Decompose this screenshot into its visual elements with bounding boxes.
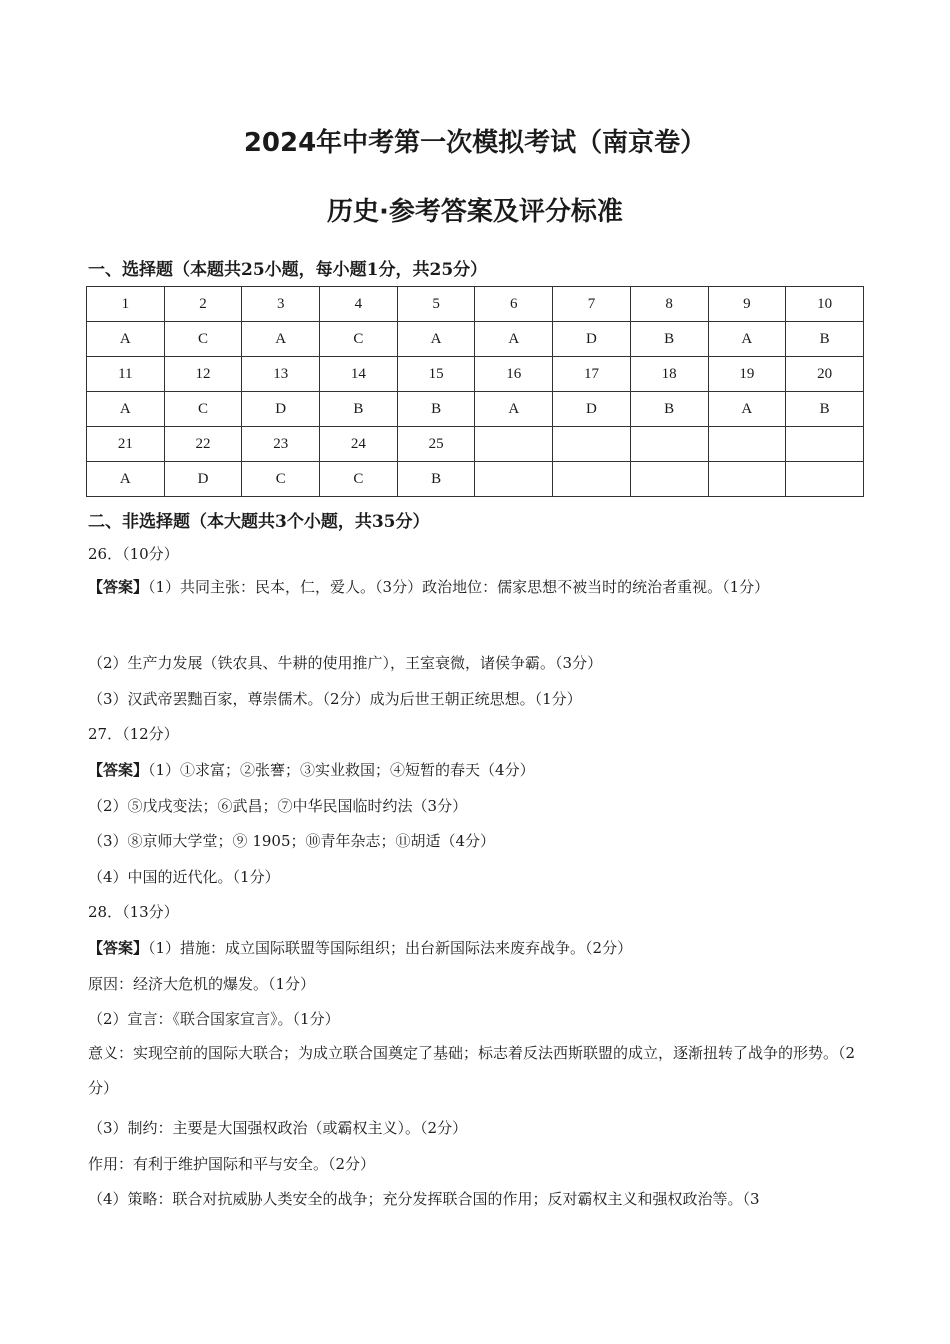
table-cell: A (708, 392, 786, 427)
page-title: 2024年中考第一次模拟考试（南京卷） (243, 128, 707, 158)
table-cell: 23 (242, 427, 320, 462)
table-cell: 18 (630, 357, 708, 392)
table-cell: B (786, 392, 864, 427)
table-cell: 8 (630, 287, 708, 322)
answer-tag: 【答案】 (88, 578, 149, 596)
table-cell: 25 (397, 427, 475, 462)
table-cell (475, 462, 553, 497)
question-28-answer-2-significance: 意义：实现空前的国际大联合；为成立联合国奠定了基础；标志着反法西斯联盟的成立，逐渐扭转了战争的形势。（2分） (88, 1044, 856, 1097)
table-cell: A (242, 322, 320, 357)
table-cell (786, 462, 864, 497)
question-26-head: 26．（10分） (88, 545, 179, 563)
question-28-answer-3-role: 作用：有利于维护国际和平与安全。（2分） (88, 1155, 376, 1173)
question-27-head: 27．（12分） (88, 725, 179, 743)
table-cell: A (87, 322, 165, 357)
table-cell: 11 (87, 357, 165, 392)
table-cell (553, 462, 631, 497)
section-heading-choice: 一、选择题（本题共25小题，每小题1分，共25分） (88, 260, 488, 280)
table-cell: 14 (320, 357, 398, 392)
table-cell: 5 (397, 287, 475, 322)
table-cell: 22 (164, 427, 242, 462)
question-26-answer-3: （3）汉武帝罢黜百家，尊崇儒术。（2分）成为后世王朝正统思想。（1分） (88, 690, 582, 708)
question-28-answer-1-reason: 原因：经济大危机的爆发。（1分） (88, 975, 316, 993)
table-cell: A (397, 322, 475, 357)
question-27-answer-2: （2）⑤戊戌变法；⑥武昌；⑦中华民国临时约法（3分） (88, 797, 468, 815)
table-cell: 24 (320, 427, 398, 462)
answer-text: （1）共同主张：民本，仁，爱人。（3分）政治地位：儒家思想不被当时的统治者重视。（1分） (148, 578, 770, 596)
answer-table (86, 286, 864, 497)
table-row (87, 357, 864, 392)
table-cell: D (164, 462, 242, 497)
table-cell: A (87, 392, 165, 427)
table-cell (708, 462, 786, 497)
table-cell: 4 (320, 287, 398, 322)
table-cell (630, 427, 708, 462)
table-cell (553, 427, 631, 462)
question-27-answer-3: （3）⑧京师大学堂；⑨ 1905；⑩青年杂志；⑪胡适（4分） (88, 832, 496, 850)
table-row (87, 287, 864, 322)
answer-text: （1）①求富；②张謇；③实业救国；④短暂的春天（4分） (148, 761, 535, 779)
table-cell (630, 462, 708, 497)
table-cell: 2 (164, 287, 242, 322)
question-28-answer-2: （2）宣言：《联合国家宣言》。（1分） (88, 1010, 340, 1028)
question-27-answer-4: （4）中国的近代化。（1分） (88, 868, 280, 886)
table-cell: 13 (242, 357, 320, 392)
table-cell: 9 (708, 287, 786, 322)
table-cell: 3 (242, 287, 320, 322)
table-cell: B (630, 392, 708, 427)
question-26-answer-1 (88, 570, 863, 605)
answer-tag: 【答案】 (88, 761, 149, 779)
answer-tag: 【答案】 (88, 939, 149, 957)
table-cell: A (87, 462, 165, 497)
table-cell: B (786, 322, 864, 357)
table-cell: C (320, 322, 398, 357)
question-27-answer-1 (88, 759, 535, 780)
table-cell: C (320, 462, 398, 497)
table-cell: C (164, 392, 242, 427)
table-cell: 12 (164, 357, 242, 392)
table-cell (475, 427, 553, 462)
section-heading-nonchoice: 二、非选择题（本大题共3个小题，共35分） (88, 512, 430, 532)
table-cell: 19 (708, 357, 786, 392)
table-cell: C (164, 322, 242, 357)
table-cell: B (320, 392, 398, 427)
table-row (87, 392, 864, 427)
table-cell: B (397, 462, 475, 497)
table-cell: 6 (475, 287, 553, 322)
question-28-answer-1 (88, 937, 632, 958)
table-cell: 15 (397, 357, 475, 392)
table-cell: 17 (553, 357, 631, 392)
table-cell: 7 (553, 287, 631, 322)
table-row (87, 427, 864, 462)
table-cell: D (553, 322, 631, 357)
table-cell: A (475, 392, 553, 427)
question-28-answer-4: （4）策略：联合对抗威胁人类安全的战争；充分发挥联合国的作用；反对霸权主义和强权政治等。（3 (88, 1190, 760, 1208)
table-cell: 21 (87, 427, 165, 462)
question-26-answer-2: （2）生产力发展（铁农具、牛耕的使用推广），王室衰微，诸侯争霸。（3分） (88, 654, 603, 672)
page-subtitle: 历史·参考答案及评分标准 (327, 197, 623, 227)
question-28-head: 28．（13分） (88, 903, 179, 921)
table-cell: B (397, 392, 475, 427)
table-cell: B (630, 322, 708, 357)
table-cell: 16 (475, 357, 553, 392)
table-cell: 10 (786, 287, 864, 322)
table-cell: A (475, 322, 553, 357)
table-cell: 1 (87, 287, 165, 322)
table-cell: A (708, 322, 786, 357)
table-row (87, 462, 864, 497)
table-cell: D (553, 392, 631, 427)
table-cell: C (242, 462, 320, 497)
table-cell (786, 427, 864, 462)
table-cell: D (242, 392, 320, 427)
answer-text: （1）措施：成立国际联盟等国际组织；出台新国际法来废弃战争。（2分） (148, 939, 633, 957)
table-row (87, 322, 864, 357)
table-cell: 20 (786, 357, 864, 392)
table-cell (708, 427, 786, 462)
question-28-answer-3: （3）制约：主要是大国强权政治（或霸权主义）。（2分） (88, 1119, 468, 1137)
